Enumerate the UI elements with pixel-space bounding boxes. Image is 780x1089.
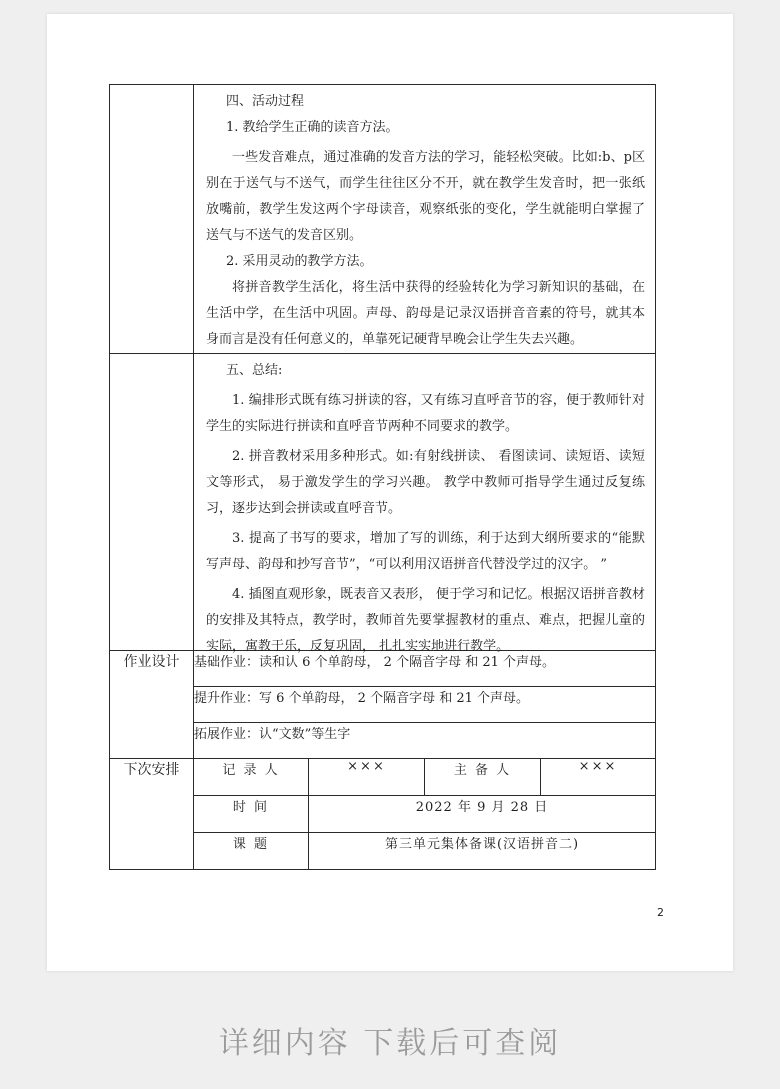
homework-design-label: 作业设计 bbox=[110, 651, 194, 759]
summary-item-3: 3. 提高了书写的要求，增加了写的训练，利于达到大纲所要求的“能默写声母、韵母和抄写音节”，“可以利用汉语拼音代替没学过的汉字。 ” bbox=[206, 531, 646, 572]
summary-item-4: 4. 插图直观形象，既表音又表形， 便于学习和记忆。根据汉语拼音教材的安排及其特点，教学时，教师首先要掌握教材的重点、难点，把握儿童的实际，寓教于乐，反复巩固， 扎扎实实地进行教学。 bbox=[206, 587, 646, 654]
preparer-label: 主 备 人 bbox=[425, 759, 541, 796]
homework-improve: 提升作业：写 6 个单韵母， 2 个隔音字母 和 21 个声母。 bbox=[194, 687, 656, 723]
homework-extend: 拓展作业：认“文数”等生字 bbox=[194, 723, 656, 759]
topic-label: 课 题 bbox=[194, 833, 309, 870]
activity-section-cell bbox=[194, 85, 656, 354]
activity-heading: 四、活动过程 bbox=[226, 94, 305, 109]
topic-value: 第三单元集体备课(汉语拼音二) bbox=[309, 833, 656, 870]
activity-point-2-body: 将拼音教学生活化，将生活中获得的经验转化为学习新知识的基础，在生活中学，在生活中巩固。声母、韵母是记录汉语拼音音素的符号，就其本身而言是没有任何意义的，单靠死记硬背早晚会让学生失去兴趣。 bbox=[206, 280, 646, 347]
activity-point-1-body: 一些发音难点，通过准确的发音方法的学习，能轻松突破。比如:b、p区别在于送气与不送气，而学生往往区分不开，就在教学生发音时，把一张纸放嘴前，教学生发这两个字母读音，观察纸张的变化，学生就能明白掌握了送气与不送气的发音区别。 bbox=[206, 150, 646, 243]
summary-section-cell bbox=[194, 354, 656, 654]
preparer-value: ××× bbox=[541, 759, 656, 796]
summary-item-2: 2. 拼音教材采用多种形式。如:有射线拼读、 看图读词、读短语、读短文等形式， 易于激发学生的学习兴趣。 教学中教师可指导学生通过反复练习，逐步达到会拼读或直呼音节。 bbox=[206, 449, 646, 516]
empty-label-cell bbox=[110, 354, 194, 651]
empty-label-cell bbox=[110, 85, 194, 354]
activity-point-2-title: 2. 采用灵动的教学方法。 bbox=[226, 254, 373, 269]
page-number: 2 bbox=[657, 906, 664, 919]
recorder-value: ××× bbox=[309, 759, 425, 796]
homework-basic: 基础作业：读和认 6 个单韵母， 2 个隔音字母 和 21 个声母。 bbox=[194, 651, 656, 687]
summary-item-1: 1. 编排形式既有练习拼读的容，又有练习直呼音节的容，便于教师针对学生的实际进行拼读和直呼音节两种不同要求的教学。 bbox=[206, 393, 646, 434]
next-arrangement-label: 下次安排 bbox=[110, 759, 194, 870]
time-value: 2022 年 9 月 28 日 bbox=[309, 796, 656, 833]
lesson-plan-table bbox=[109, 84, 656, 870]
time-label: 时 间 bbox=[194, 796, 309, 833]
recorder-label: 记 录 人 bbox=[194, 759, 309, 796]
document-page bbox=[47, 14, 733, 971]
download-footer-text: 详细内容 下载后可查阅 bbox=[218, 1026, 562, 1061]
activity-point-1-title: 1. 教给学生正确的读音方法。 bbox=[226, 120, 399, 135]
summary-heading: 五、总结: bbox=[226, 363, 283, 378]
